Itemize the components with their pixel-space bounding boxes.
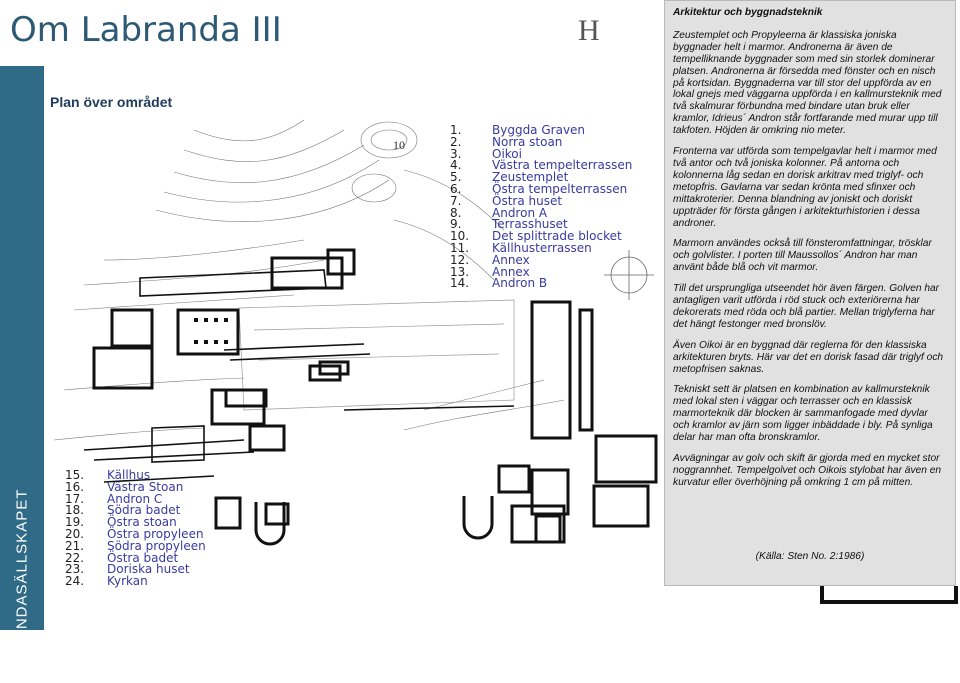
legend-label: Andron A — [492, 205, 548, 220]
legend-top — [450, 125, 632, 290]
legend-number: 18. — [65, 503, 85, 518]
legend-label: Zeustemplet — [492, 170, 569, 185]
legend-number: 16. — [65, 479, 85, 494]
legend-number: 21. — [65, 538, 85, 553]
legend-label: Oikoi — [492, 146, 522, 161]
legend-bottom — [65, 470, 206, 588]
legend-number: 13. — [450, 264, 470, 279]
legend-number: 8. — [450, 205, 462, 220]
legend-label: Annex — [492, 264, 530, 279]
legend-number: 19. — [65, 515, 85, 530]
legend-number: 20. — [65, 526, 85, 541]
legend-number: 4. — [450, 158, 462, 173]
legend-item — [450, 134, 632, 149]
legend-number: 5. — [450, 170, 462, 185]
legend-number: 23. — [65, 562, 85, 577]
legend-label: Kyrkan — [107, 574, 148, 589]
legend-number: 14. — [450, 276, 470, 291]
sidebar-band — [0, 66, 44, 683]
info-panel — [664, 0, 956, 586]
legend-number: 22. — [65, 550, 85, 565]
legend-item — [450, 252, 632, 267]
panel-paragraph: Zeustemplet och Propyleerna är klassiska joniska byggnader helt i marmor. Andronerna är även de tempelliknande byggnader som med sin storlek dominerar platsen. Andronerna är försedda med fönster och en nisch på kortsidan. Byggnaderna var till stor del uppförda av en lokal gnejs med väggarna uppförda i en kallmursteknik med två skalmurar förbundna med bindare utan bruk eller kramlor, Idrieus´ Andron står fortfarande med murar upp till takfoten. Höjden är omkring nio meter. — [673, 29, 942, 137]
panel-paragraph: Marmorn användes också till fönsteromfattningar, trösklar och golvlister. I porten till Maussollos´ Andron har man använt både blå och vit marmor. — [673, 238, 932, 274]
sidebar-label: LABRANDASÄLLSKAPET — [13, 488, 31, 683]
panel-paragraph: Fronterna var utförda som tempelgavlar helt i marmor med två antor och två joniska kolonner. På antorna och kolonnerna låg sedan en dorisk arkitrav med triglyf- och metopfris. Gavlarna var sedan krönta med sfinxer och mittakroterier. Denna blandning av joniskt och doriskt uppträder för första gången i arkitekturhistorien i dessa androner. — [673, 146, 937, 229]
panel-source: (Källa: Sten No. 2:1986) — [755, 551, 865, 562]
legend-label: Andron B — [492, 276, 548, 291]
legend-item — [65, 576, 206, 588]
legend-label: Andron C — [107, 491, 163, 506]
legend-number: 3. — [450, 146, 462, 161]
legend-label: Annex — [492, 252, 530, 267]
legend-label: Östra badet — [107, 550, 179, 565]
legend-number: 12. — [450, 252, 470, 267]
legend-item — [450, 278, 632, 290]
legend-label: Östra stoan — [107, 515, 177, 530]
legend-label: Östra huset — [492, 193, 563, 208]
legend-label: Södra badet — [107, 503, 181, 518]
map-label-ten: 10 — [393, 138, 405, 152]
legend-label: Västra Stoan — [107, 479, 184, 494]
plan-heading: Plan över området — [50, 94, 173, 110]
page-title: Om Labranda III — [10, 10, 282, 50]
legend-number: 15. — [65, 468, 85, 482]
legend-label: Byggda Graven — [492, 123, 586, 137]
legend-number: 24. — [65, 574, 85, 589]
panel-paragraph: Även Oikoi är en byggnad där reglerna för den klassiska arkitekturen bryts. Här var det en dorisk fasad där triglyf och metopfrisen saknas. — [673, 339, 944, 375]
legend-label: Östra tempelterrassen — [492, 181, 628, 196]
legend-number: 9. — [450, 217, 462, 232]
legend-number: 2. — [450, 134, 462, 149]
panel-paragraph: Avvägningar av golv och skift är gjorda med en mycket stor noggrannhet. Tempelgolvet och Oikois stylobat har även en kurvatur eller överhöjning på omkring 1 cm på mitten. — [673, 453, 942, 488]
legend-number: 7. — [450, 193, 462, 208]
legend-number: 1. — [450, 123, 462, 137]
panel-heading: Arkitektur och byggnadsteknik — [673, 7, 823, 18]
legend-item — [450, 240, 632, 255]
legend-number: 11. — [450, 240, 470, 255]
section-letter: H — [578, 14, 600, 47]
legend-label: Källhusterrassen — [492, 240, 592, 255]
legend-label: Terrasshuset — [492, 217, 568, 232]
plan-fragment — [820, 586, 958, 604]
panel-paragraph: Tekniskt sett är platsen en kombination av kallmursteknik med lokal sten i väggar och terrasser och en klassisk marmorteknik där blocken är sammanfogade med dyvlar och kramlor av järn som ligger inbäddade i bly. På synliga delar har man ofta bronskramlor. — [673, 384, 933, 444]
legend-label: Östra propyleen — [107, 526, 204, 541]
legend-number: 10. — [450, 229, 470, 244]
legend-number: 6. — [450, 181, 462, 196]
legend-number: 17. — [65, 491, 85, 506]
legend-label: Doriska huset — [107, 562, 190, 577]
legend-label: Västra tempelterrassen — [492, 158, 633, 173]
legend-label: Källhus — [107, 468, 151, 482]
legend-label: Södra propyleen — [107, 538, 206, 553]
panel-paragraph: Till det ursprungliga utseendet hör även färgen. Golven har antagligen varit utförda i röd stuck och exteriörerna har dekorerats med röda och blå partier. Mellan triglyferna har det hängt festonger med bronslöv. — [673, 283, 940, 330]
legend-label: Norra stoan — [492, 134, 563, 149]
legend-label: Det splittrade blocket — [492, 229, 622, 244]
